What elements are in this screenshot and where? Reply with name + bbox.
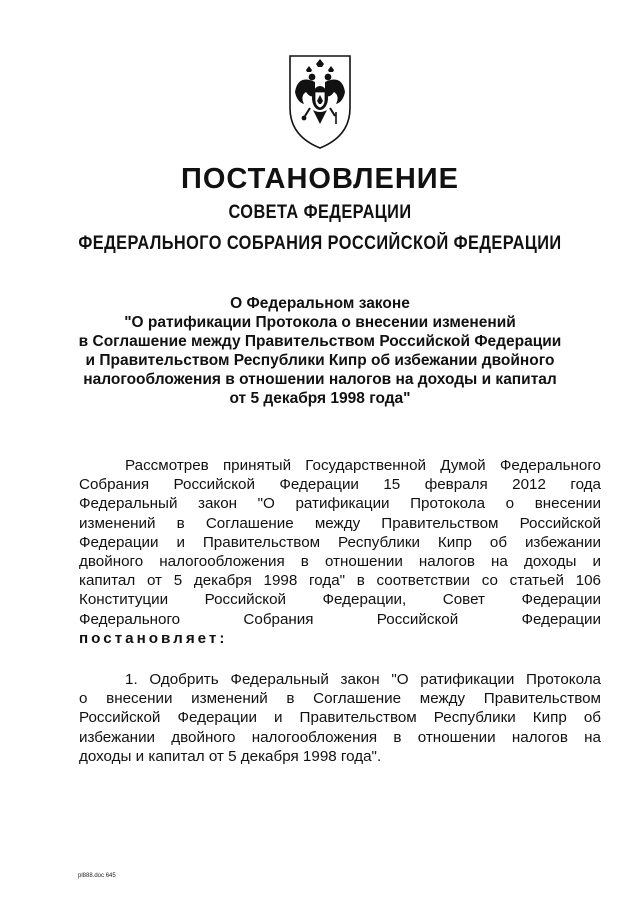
document-code: pl888.doc 645 bbox=[78, 873, 116, 879]
law-heading-line: в Соглашение между Правительством Российской Федерации bbox=[78, 333, 562, 350]
paragraph-line: Собрания Российской Федерации 15 февраля 2012 года bbox=[79, 476, 601, 494]
paragraph-line: Рассмотрев принятый Государственной Думой Федерального bbox=[125, 457, 601, 474]
law-heading-line: налогообложения в отношении налогов на доходы и капитал bbox=[83, 371, 557, 388]
paragraph-line: Российской Федерации и Правительством Республики Кипр об bbox=[79, 709, 601, 727]
paragraph-line: Конституции Российской Федерации, Совет Федерации bbox=[79, 591, 601, 609]
paragraph-line: Федеральный закон "О ратификации Протокола о внесении bbox=[79, 495, 601, 513]
resolves-word: постановляет: bbox=[79, 629, 228, 647]
law-heading-line: "О ратификации Протокола о внесении изменений bbox=[124, 314, 516, 331]
issuer-line-1: СОВЕТА ФЕДЕРАЦИИ bbox=[228, 202, 412, 223]
paragraph-line: о внесении изменений в Соглашение между Правительством bbox=[79, 690, 601, 708]
paragraph-line: избежании двойного налогообложения в отношении налогов на bbox=[79, 728, 601, 746]
issuer-line-2: ФЕДЕРАЛЬНОГО СОБРАНИЯ РОССИЙСКОЙ ФЕДЕРАЦИИ bbox=[78, 233, 562, 254]
law-heading bbox=[60, 294, 580, 408]
paragraph-line: доходы и капитал от 5 декабря 1998 года". bbox=[79, 747, 382, 765]
paragraph-line: Федерального Собрания Российской Федерации bbox=[79, 610, 601, 628]
law-heading-line: О Федеральном законе bbox=[230, 295, 410, 312]
law-heading-line: от 5 декабря 1998 года" bbox=[229, 390, 411, 407]
preamble-paragraph bbox=[79, 456, 601, 648]
paragraph-line: двойного налогообложения в отношении налогов на доходы и bbox=[79, 553, 601, 571]
coat-of-arms-icon bbox=[286, 52, 354, 152]
law-heading-line: и Правительством Республики Кипр об избежании двойного bbox=[85, 352, 555, 369]
paragraph-line: Федерации и Правительством Республики Кипр об избежании bbox=[79, 533, 601, 551]
paragraph-line: 1. Одобрить Федеральный закон "О ратификации Протокола bbox=[125, 671, 601, 688]
document-title: ПОСТАНОВЛЕНИЕ bbox=[181, 163, 459, 195]
resolution-item-1 bbox=[79, 670, 601, 766]
paragraph-line: изменений в Соглашение между Правительством Российской bbox=[79, 514, 601, 532]
paragraph-line: капитал от 5 декабря 1998 года" в соответствии со статьей 106 bbox=[79, 572, 601, 590]
